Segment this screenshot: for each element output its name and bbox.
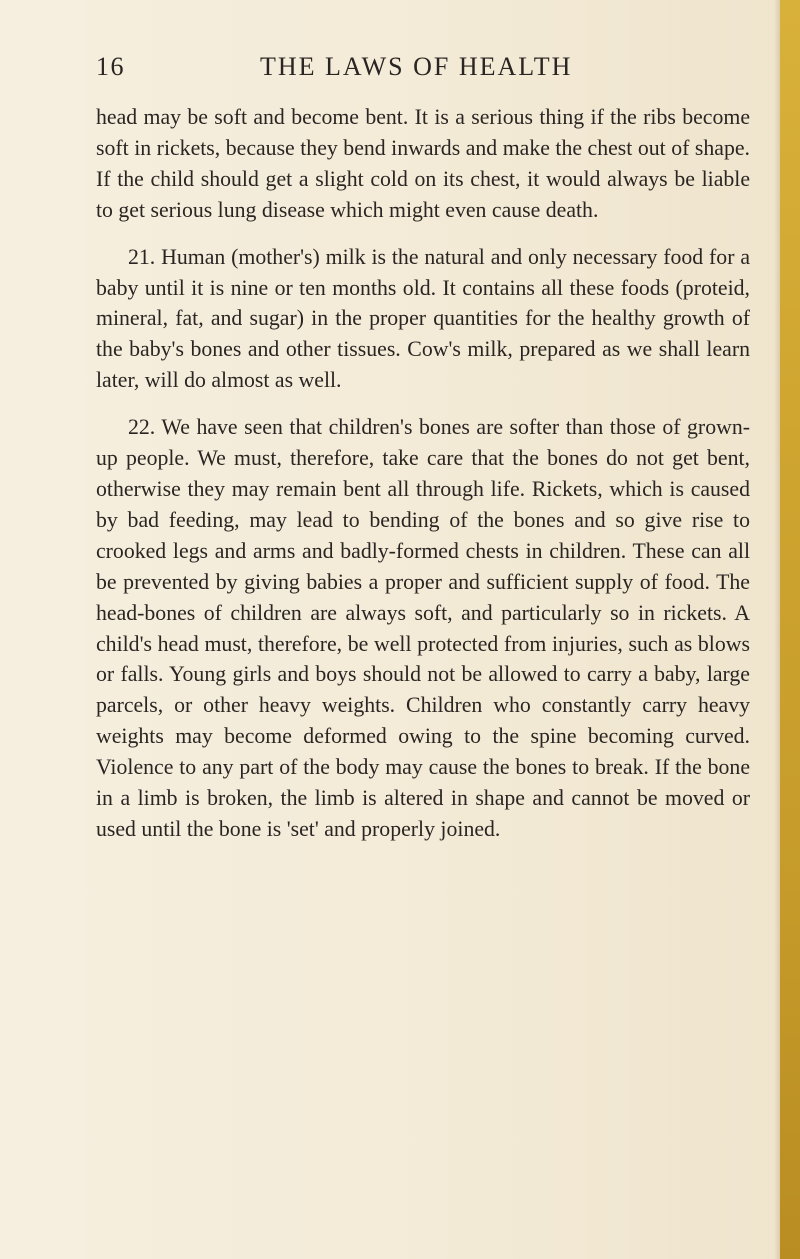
page-number: 16 (96, 52, 125, 81)
paragraph-continued: head may be soft and become bent. It is a serious thing if the ribs become soft in rickets, because they bend inwards and make the chest out of shape. If the child should get a slight cold on its chest, it would always be liable to get serious lung disease which might even cause death. (96, 105, 750, 222)
running-head (96, 52, 746, 92)
paragraph-22: 22. We have seen that children's bones are softer than those of grown-up people. We must, therefore, take care that the bones do not get bent, otherwise they may remain bent all through life. Rickets, which is caused by bad feeding, may lead to bending of the bones and so give rise to crooked legs and arms and badly-formed chests in children. These can all be prevented by giving babies a proper and sufficient supply of food. The head-bones of children are always soft, and particularly so in rickets. A child's head must, therefore, be well protected from injuries, such as blows or falls. Young girls and boys should not be allowed to carry a baby, large parcels, or other heavy weights. Children who constantly carry heavy weights may become deformed owing to the spine becoming curved. Violence to any part of the body may cause the bones to break. If the bone in a limb is broken, the limb is altered in shape and cannot be moved or used until the bone is 'set' and properly joined. (96, 415, 750, 841)
page-title: THE LAWS OF HEALTH (260, 52, 573, 81)
page-edge-strip (780, 0, 800, 1259)
paragraph-21: 21. Human (mother's) milk is the natural and only necessary food for a baby until it is nine or ten months old. It contains all these foods (proteid, mineral, fat, and sugar) in the proper quantities for the healthy growth of the baby's bones and other tissues. Cow's milk, prepared as we shall learn later, will do almost as well. (96, 244, 750, 393)
body-text (96, 102, 750, 845)
